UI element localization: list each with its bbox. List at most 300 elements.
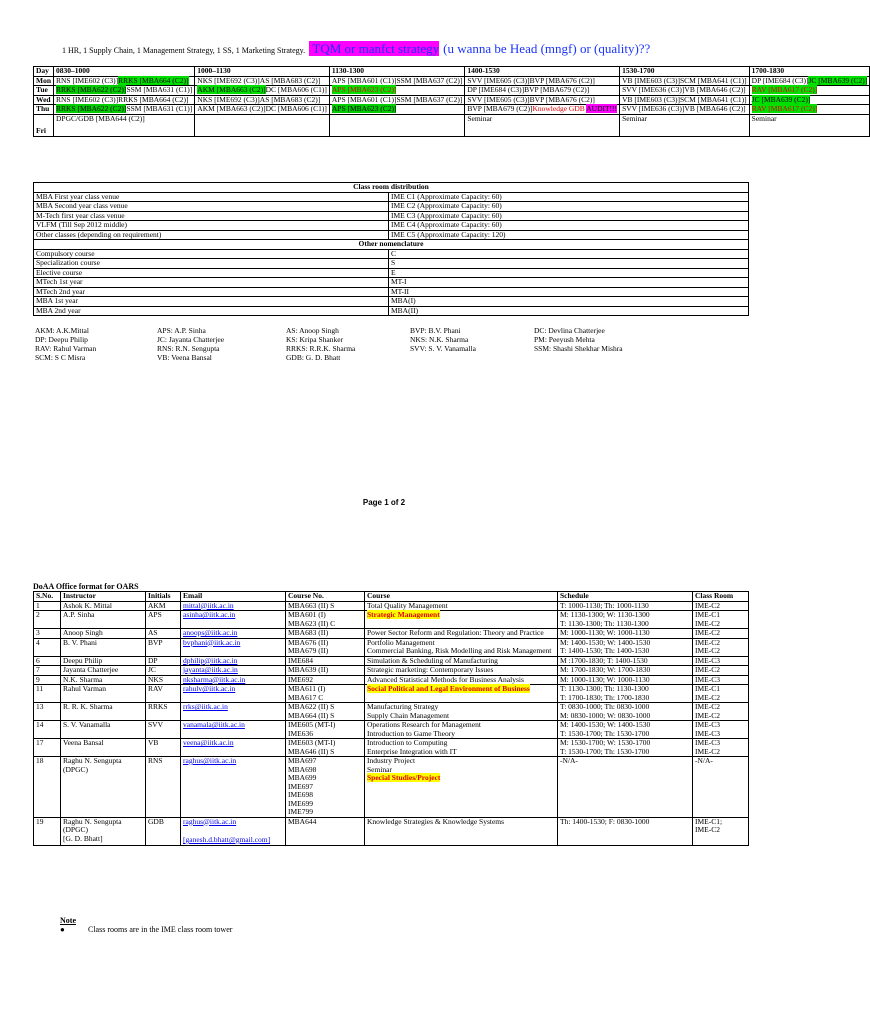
course-no-text: IME698 xyxy=(288,790,313,799)
sno-text: 18 xyxy=(36,756,44,765)
oars-cell-room xyxy=(693,703,749,721)
nomenclature-row xyxy=(34,297,749,307)
schedule-text: M: 1000-1130; W: 1000-1130 xyxy=(560,674,650,684)
abbreviation: JC: Jayanta Chatterjee xyxy=(157,335,225,344)
instructor-text: Veena Bansal xyxy=(63,738,104,747)
instructor-text: S. V. Vanamalla xyxy=(63,720,111,729)
room-text: -N/A- xyxy=(695,756,713,765)
day-label: Tue xyxy=(34,86,54,96)
oars-cell-schedule xyxy=(558,629,693,639)
instructor-text: Deepu Philip xyxy=(63,655,103,665)
distribution-value: IME C3 (Approximate Capacity: 60) xyxy=(389,211,749,221)
nomenclature-label: MTech 1st year xyxy=(34,278,389,288)
nomenclature-title: Other nomenclature xyxy=(34,240,749,250)
instructor-text: Raghu N. Sengupta xyxy=(63,816,122,826)
oars-row xyxy=(34,757,749,818)
sno-text: 2 xyxy=(36,610,40,619)
slot: RRKS [MBA664 (C2)] xyxy=(118,75,189,85)
abbreviation: GDB: G. D. Bhatt xyxy=(286,353,341,362)
timetable-header: 1130-1300 xyxy=(329,67,464,77)
slot: SCM [MBA641 (C1)] xyxy=(679,75,747,85)
slot: DP [IME684 (C3)] xyxy=(467,85,525,94)
nomenclature-label: Compulsory course xyxy=(34,249,389,259)
course-no-text: MBA646 (II) S xyxy=(288,746,335,756)
audit-label: AUDIT!!! xyxy=(586,104,618,113)
nomenclature-value: MT-I xyxy=(389,278,749,288)
sno-text: 1 xyxy=(36,600,40,610)
course-no-text: MBA617 C xyxy=(288,692,324,702)
oars-cell-initials xyxy=(146,703,181,721)
oars-cell-sno xyxy=(34,721,61,739)
initials-text: RAV xyxy=(148,684,163,693)
slot: BVP [MBA676 (C2)] xyxy=(529,75,595,85)
course-no-text: MBA676 (II) xyxy=(288,637,329,647)
timetable-cell xyxy=(329,105,464,115)
oars-cell-instructor xyxy=(61,739,146,757)
distribution-value: IME C1 (Approximate Capacity: 60) xyxy=(389,192,749,202)
distribution-value: IME C2 (Approximate Capacity: 60) xyxy=(389,202,749,212)
abbreviation: PM: Peeyush Mehta xyxy=(534,335,595,344)
oars-cell-email xyxy=(181,611,286,629)
slot: JC [MBA639 (C2)] xyxy=(751,94,811,104)
sno-text: 9 xyxy=(36,674,40,684)
oars-cell-instructor xyxy=(61,721,146,739)
slot: AKM [MBA663 (C2)] xyxy=(197,104,266,113)
oars-cell-course-no xyxy=(286,685,365,703)
nomenclature-value: C xyxy=(389,249,749,259)
oars-cell-course xyxy=(365,611,558,629)
oars-cell-room xyxy=(693,638,749,656)
oars-cell-initials xyxy=(146,817,181,845)
course-no-text: MBA697 xyxy=(288,756,317,765)
distribution-title: Class room distribution xyxy=(34,183,749,193)
timetable-header: 1400-1530 xyxy=(465,67,620,77)
course-text: Knowledge Strategies & Knowledge Systems xyxy=(367,816,505,826)
email-link[interactable]: nksharma@iitk.ac.in xyxy=(183,674,246,684)
slot: AKM [MBA663 (C2)] xyxy=(197,85,266,94)
nomenclature-label: MTech 2nd year xyxy=(34,287,389,297)
oars-cell-email xyxy=(181,739,286,757)
timetable-cell xyxy=(620,114,750,136)
sno-text: 19 xyxy=(36,816,44,826)
course-no-text: MBA664 (II) S xyxy=(288,710,335,720)
distribution-row xyxy=(34,221,749,231)
abbreviation: APS: A.P. Sinha xyxy=(157,326,206,335)
oars-cell-room xyxy=(693,721,749,739)
course-text: Introduction to Computing xyxy=(367,738,448,747)
room-text: IME-C3 xyxy=(695,738,720,747)
slot: VB [MBA646 (C2)] xyxy=(684,104,746,113)
instructor-text: Raghu N. Sengupta xyxy=(63,756,122,765)
abbreviation: BVP: B.V. Phani xyxy=(410,326,461,335)
initials-text: NKS xyxy=(148,674,164,684)
timetable-cell xyxy=(54,114,195,136)
instructor-text: A.P. Sinha xyxy=(63,610,95,619)
day-label: Fri xyxy=(34,114,54,136)
slot: APS [MBA601 (C1)] xyxy=(331,94,397,104)
oars-cell-email xyxy=(181,703,286,721)
timetable-header: 1530-1700 xyxy=(620,67,750,77)
course-text: Introduction to Game Theory xyxy=(367,728,455,738)
course-no-text: IME605 (MT-I) xyxy=(288,720,336,729)
room-text: IME-C3 xyxy=(695,655,720,665)
instructor-text: Rahul Varman xyxy=(63,684,106,693)
sno-text: 17 xyxy=(36,738,44,747)
nomenclature-row xyxy=(34,306,749,316)
distribution-row xyxy=(34,202,749,212)
instructor-text: Anoop Singh xyxy=(63,628,103,637)
oars-cell-initials xyxy=(146,638,181,656)
slot: AS [MBA683 (C2)] xyxy=(259,75,321,85)
slot: Knowledge GDB xyxy=(532,104,585,113)
schedule-text: M: 0830-1000; W: 0830-1000 xyxy=(560,710,651,720)
schedule-text: T: 1700-1830; Th: 1700-1830 xyxy=(560,692,650,702)
room-text: IME-C1 xyxy=(695,684,720,693)
oars-row xyxy=(34,629,749,639)
schedule-text: M: 1130-1300; W: 1130-1300 xyxy=(560,610,650,619)
oars-cell-course xyxy=(365,629,558,639)
oars-cell-sno xyxy=(34,611,61,629)
oars-cell-sno xyxy=(34,739,61,757)
oars-cell-room xyxy=(693,817,749,845)
course-no-text: IME692 xyxy=(288,674,313,684)
oars-cell-room xyxy=(693,629,749,639)
oars-title: DoAA Office format for OARS xyxy=(33,582,139,591)
email-link[interactable]: dphilip@iitk.ac.in xyxy=(183,655,238,665)
abbreviation: KS: Kripa Shanker xyxy=(286,335,344,344)
schedule-text: Th: 1400-1530; F: 0830-1000 xyxy=(560,816,650,826)
oars-cell-course xyxy=(365,817,558,845)
oars-cell-schedule xyxy=(558,739,693,757)
instructor-text: R. R. K. Sharma xyxy=(63,702,113,711)
oars-cell-instructor xyxy=(61,703,146,721)
nomenclature-value: MBA(I) xyxy=(389,297,749,307)
oars-cell-email xyxy=(181,629,286,639)
instructor-text: Ashok K. Mittal xyxy=(63,600,112,610)
timetable-cell xyxy=(749,114,870,136)
timetable-cell xyxy=(329,114,464,136)
oars-header: Initials xyxy=(146,592,181,602)
timetable-cell xyxy=(465,114,620,136)
slot: BVP [MBA676 (C2)] xyxy=(529,94,595,104)
oars-cell-course-no xyxy=(286,638,365,656)
room-text: IME-C2 xyxy=(695,702,720,711)
abbreviation: SCM: S C Misra xyxy=(35,353,86,362)
distribution-label: VLFM (Till Sep 2012 middle) xyxy=(34,221,389,231)
schedule-text: M: 1000-1130; W: 1000-1130 xyxy=(560,628,650,637)
distribution-label: M-Tech first year class venue xyxy=(34,211,389,221)
timetable-cell xyxy=(195,114,330,136)
oars-cell-instructor xyxy=(61,611,146,629)
slot: APS [MBA623 (C2)] xyxy=(331,85,397,94)
oars-cell-course xyxy=(365,666,558,676)
course-text: Advanced Statistical Methods for Business Analysis xyxy=(367,674,524,684)
instructor-text: (DPGC) xyxy=(63,764,89,774)
oars-cell-email xyxy=(181,685,286,703)
nomenclature-value: E xyxy=(389,268,749,278)
email-link[interactable]: [ganesh.d.bhatt@gmail.com] xyxy=(183,835,271,844)
slot: SSM [MBA637 (C2)] xyxy=(396,75,463,85)
course-no-text: IME636 xyxy=(288,728,313,738)
oars-cell-schedule xyxy=(558,757,693,818)
sno-text: 13 xyxy=(36,702,44,711)
email-link[interactable]: asinha@iitk.ac.in xyxy=(183,610,236,619)
email-link[interactable]: vanamala@iitk.ac.in xyxy=(183,720,245,729)
schedule-text: M :1700-1830; T: 1400-1530 xyxy=(560,655,648,665)
room-text: IME-C2 xyxy=(695,600,720,610)
slot: RRKS [MBA622 (C2)] xyxy=(56,85,127,94)
timetable-cell xyxy=(749,86,870,96)
email-link[interactable]: bvphani@iitk.ac.in xyxy=(183,637,241,647)
oars-cell-email xyxy=(181,817,286,845)
abbreviation: DC: Devlina Chatterjee xyxy=(534,326,605,335)
room-text: IME-C2 xyxy=(695,710,720,720)
slot: SSM [MBA631 (C1)] xyxy=(126,85,193,94)
oars-cell-schedule xyxy=(558,638,693,656)
schedule-text: T: 1530-1700; Th: 1530-1700 xyxy=(560,728,650,738)
course-text: Supply Chain Management xyxy=(367,710,450,720)
schedule-text: M: 1700-1830; W: 1700-1830 xyxy=(560,665,651,674)
room-text: IME-C2 xyxy=(695,825,720,834)
room-text: IME-C2 xyxy=(695,692,720,702)
schedule-text: T: 1130-1300; Th: 1130-1300 xyxy=(560,684,649,693)
slot: RAV [MBA617 (C2)] xyxy=(751,85,818,94)
room-text: IME-C3 xyxy=(695,728,720,738)
email-link[interactable]: anoops@iitk.ac.in xyxy=(183,628,238,637)
sno-text: 11 xyxy=(36,684,44,693)
oars-header: Schedule xyxy=(558,592,693,602)
abbreviation-row xyxy=(33,326,749,335)
room-text: IME-C2 xyxy=(695,646,720,655)
slot: SSM [MBA637 (C2)] xyxy=(396,94,463,104)
slot: DP [IME684 (C3)] xyxy=(751,75,809,85)
initials-text: GDB xyxy=(148,816,164,826)
email-link[interactable]: veena@iitk.ac.in xyxy=(183,738,234,747)
timetable-header: 1000–1130 xyxy=(195,67,330,77)
sno-text: 3 xyxy=(36,628,40,637)
oars-row xyxy=(34,611,749,629)
page-number: Page 1 of 2 xyxy=(362,498,406,507)
slot: Seminar xyxy=(467,113,493,123)
slot: BVP [MBA679 (C2)] xyxy=(467,104,533,113)
oars-cell-sno xyxy=(34,703,61,721)
slot: VB [MBA646 (C2)] xyxy=(684,85,746,94)
distribution-value: IME C5 (Approximate Capacity: 120) xyxy=(389,230,749,240)
course-no-text: MBA623 (II) C xyxy=(288,618,336,628)
abbreviation: NKS: N.K. Sharma xyxy=(410,335,469,344)
oars-cell-initials xyxy=(146,611,181,629)
oars-cell-instructor xyxy=(61,638,146,656)
heading-prefix: 1 HR, 1 Supply Chain, 1 Management Strategy, 1 SS, 1 Marketing Strategy. xyxy=(62,46,306,55)
oars-cell-course xyxy=(365,757,558,818)
oars-cell-course xyxy=(365,638,558,656)
oars-row xyxy=(34,666,749,676)
slot: DC [MBA606 (C1)] xyxy=(265,104,327,113)
oars-cell-schedule xyxy=(558,703,693,721)
email-link[interactable]: rahulv@iitk.ac.in xyxy=(183,684,236,693)
course-text xyxy=(367,611,555,620)
slot: NKS [IME692 (C3)] xyxy=(197,75,260,85)
oars-cell-instructor xyxy=(61,629,146,639)
room-text: IME-C2 xyxy=(695,618,720,628)
timetable-row-thu xyxy=(34,105,870,115)
oars-cell-instructor xyxy=(61,817,146,845)
email-link[interactable]: raghus@iitk.ac.in xyxy=(183,816,237,826)
course-no-text: MBA611 (I) xyxy=(288,684,326,693)
abbreviation: AS: Anoop Singh xyxy=(286,326,339,335)
oars-cell-email xyxy=(181,638,286,656)
course-no-text: MBA683 (II) xyxy=(288,628,329,637)
room-text: IME-C1 xyxy=(695,610,720,619)
slot: DPGC/GDB [MBA644 (C2)] xyxy=(56,113,145,123)
initials-text: AKM xyxy=(148,600,166,610)
oars-cell-course xyxy=(365,685,558,703)
highlighted-course: Social Political and Legal Environment of Business xyxy=(367,684,530,693)
course-text: Power Sector Reform and Regulation: Theory and Practice xyxy=(367,628,544,637)
oars-cell-schedule xyxy=(558,611,693,629)
oars-header: Course xyxy=(365,592,558,602)
abbreviation: RAV: Rahul Varman xyxy=(35,344,97,353)
schedule-text: T: 1000-1130; Th: 1000-1130 xyxy=(560,600,649,610)
oars-cell-email xyxy=(181,757,286,818)
room-text: IME-C3 xyxy=(695,674,720,684)
nomenclature-value: S xyxy=(389,259,749,269)
oars-cell-sno xyxy=(34,685,61,703)
course-text xyxy=(367,774,555,783)
course-no-text: IME697 xyxy=(288,781,313,791)
slot: Seminar xyxy=(622,113,648,123)
email-link[interactable]: rrks@iitk.ac.in xyxy=(183,702,228,711)
nomenclature-value: MT-II xyxy=(389,287,749,297)
course-no-text: MBA601 (I) xyxy=(288,610,326,619)
oars-row xyxy=(34,739,749,757)
initials-text: VB xyxy=(148,738,159,747)
slot: RNS [IME602 (C3)] xyxy=(56,94,119,104)
day-label: Mon xyxy=(34,76,54,86)
nomenclature-row xyxy=(34,278,749,288)
nomenclature-value: MBA(II) xyxy=(389,306,749,316)
schedule-text: M: 1400-1530; W: 1400-1530 xyxy=(560,637,651,647)
schedule-text: T: 1400-1530; Th: 1400-1530 xyxy=(560,646,650,655)
oars-cell-course-no xyxy=(286,757,365,818)
abbreviation: RRKS: R.R.K. Sharma xyxy=(286,344,356,353)
timetable-row-fri xyxy=(34,114,870,136)
slot: RRKS [MBA664 (C2)] xyxy=(118,94,189,104)
oars-cell-course xyxy=(365,703,558,721)
highlighted-course: Strategic Management xyxy=(367,610,440,619)
sno-text: 7 xyxy=(36,665,40,674)
sno-text: 4 xyxy=(36,637,40,647)
course-text: Commercial Banking, Risk Modelling and Risk Management xyxy=(367,646,552,655)
nomenclature-row xyxy=(34,259,749,269)
room-text: IME-C2 xyxy=(695,665,720,674)
oars-cell-instructor xyxy=(61,685,146,703)
classroom-distribution-table xyxy=(33,182,749,316)
initials-text: AS xyxy=(148,628,158,637)
slot: NKS [IME692 (C3)] xyxy=(197,94,260,104)
bullet-icon: ● xyxy=(60,925,65,934)
slot: DC [MBA606 (C1)] xyxy=(265,85,327,94)
instructor-text: (DPGC) xyxy=(63,825,89,834)
course-text: Portfolio Management xyxy=(367,637,435,647)
oars-cell-room xyxy=(693,611,749,629)
oars-cell-course-no xyxy=(286,817,365,845)
instructor-text: Jayanta Chatterjee xyxy=(63,665,119,674)
oars-cell-room xyxy=(693,739,749,757)
schedule-text: T: 1130-1300; Th: 1130-1300 xyxy=(560,618,649,628)
course-text: Simulation & Scheduling of Manufacturing xyxy=(367,655,498,665)
initials-text: DP xyxy=(148,655,158,665)
email-link[interactable]: raghus@iitk.ac.in xyxy=(183,756,237,765)
distribution-label: Other classes (depending on requirement) xyxy=(34,230,389,240)
timetable-header: 1700-1830 xyxy=(749,67,870,77)
email-link[interactable]: mittal@iitk.ac.in xyxy=(183,600,234,610)
timetable xyxy=(33,66,870,137)
email-link[interactable]: jayanta@iitk.ac.in xyxy=(183,665,238,674)
initials-text: RRKS xyxy=(148,702,168,711)
note xyxy=(60,916,232,934)
room-text: IME-C2 xyxy=(695,746,720,756)
day-label: Wed xyxy=(34,95,54,105)
initials-text: JC xyxy=(148,665,156,674)
oars-cell-initials xyxy=(146,739,181,757)
slot: SCM [MBA641 (C1)] xyxy=(679,94,747,104)
course-text xyxy=(367,685,555,694)
oars-cell-schedule xyxy=(558,685,693,703)
note-title: Note xyxy=(60,916,76,925)
oars-row xyxy=(34,721,749,739)
heading-suffix: (u wanna be Head (mngf) or (quality)?? xyxy=(443,41,651,56)
room-text: IME-C2 xyxy=(695,637,720,647)
initials-text: SVV xyxy=(148,720,164,729)
slot: APS [MBA623 (C2)] xyxy=(331,104,397,113)
abbreviation: VB: Veena Bansal xyxy=(157,353,212,362)
oars-cell-course xyxy=(365,721,558,739)
course-text: Seminar xyxy=(367,764,392,774)
oars-cell-sno xyxy=(34,817,61,845)
abbreviation: DP: Deepu Philip xyxy=(35,335,88,344)
course-no-text: MBA622 (II) S xyxy=(288,702,335,711)
schedule-text: -N/A- xyxy=(560,756,578,765)
distribution-label: MBA Second year class venue xyxy=(34,202,389,212)
course-no-text: MBA663 (II) S xyxy=(288,600,335,610)
oars-cell-course xyxy=(365,739,558,757)
instructor-text: N.K. Sharma xyxy=(63,674,103,684)
note-item xyxy=(60,925,232,934)
course-no-text: IME699 xyxy=(288,798,313,808)
course-text: Strategic marketing: Contemporary Issues xyxy=(367,665,494,674)
abbreviation-row xyxy=(33,353,749,362)
oars-cell-schedule xyxy=(558,721,693,739)
oars-cell-email xyxy=(181,721,286,739)
oars-cell-initials xyxy=(146,685,181,703)
oars-header: Course No. xyxy=(286,592,365,602)
sno-text: 6 xyxy=(36,655,40,665)
oars-cell-initials xyxy=(146,721,181,739)
course-text: Manufacturing Strategy xyxy=(367,702,439,711)
oars-cell-room xyxy=(693,666,749,676)
slot: SSM [MBA631 (C1)] xyxy=(126,104,193,113)
room-text: IME-C3 xyxy=(695,720,720,729)
timetable-header: Day xyxy=(34,67,54,77)
instructor-text: [G. D. Bhatt] xyxy=(63,833,103,843)
abbreviation: AKM: A.K.Mittal xyxy=(35,326,89,335)
oars-cell-course-no xyxy=(286,611,365,629)
slot: RRKS [MBA622 (C2)] xyxy=(56,104,127,113)
slot: SVV [IME636 (C3)] xyxy=(622,85,685,94)
oars-cell-sno xyxy=(34,638,61,656)
note-text: Class rooms are in the IME class room tower xyxy=(88,925,233,934)
